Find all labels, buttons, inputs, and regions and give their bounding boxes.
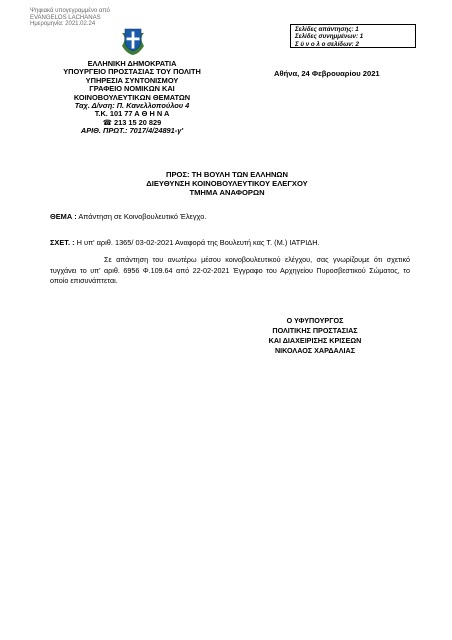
signer-office-line-1: ΠΟΛΙΤΙΚΗΣ ΠΡΟΣΤΑΣΙΑΣ: [272, 326, 358, 335]
subject-line: [50, 212, 206, 221]
signer-name: ΝΙΚΟΛΑΟΣ ΧΑΡΔΑΛΙΑΣ: [274, 346, 356, 355]
postal-address: Ταχ. Δ/νση: Π. Κανελλοπούλου 4: [74, 101, 190, 111]
protocol-number: ΑΡΙΘ. ΠΡΩΤ.: 7017/4/24891-γ': [80, 126, 184, 136]
phone-number: ☎ 213 15 20 829: [102, 117, 162, 127]
document-date: Αθήνα, 24 Φεβρουαρίου 2021: [274, 69, 380, 78]
ministry-header: [52, 60, 212, 136]
recipient-line-2: ΔΙΕΥΘΥΝΣΗ ΚΟΙΝΟΒΟΥΛΕΥΤΙΚΟΥ ΕΛΕΓΧΟΥ: [146, 179, 308, 188]
recipient-block: [92, 170, 362, 197]
pages-attached-count: Σελίδες συνημμένων: 1: [295, 33, 364, 41]
office-name-line-1: ΓΡΑΦΕΙΟ ΝΟΜΙΚΩΝ ΚΑΙ: [89, 84, 175, 94]
service-name: ΥΠΗΡΕΣΙΑ ΣΥΝΤΟΝΙΣΜΟΥ: [85, 75, 179, 85]
pages-count-box: [290, 24, 416, 48]
pages-reply-count: Σελίδες απάντησης: 1: [295, 26, 359, 33]
recipient-line-1: ΠΡΟΣ: ΤΗ ΒΟΥΛΗ ΤΩΝ ΕΛΛΗΝΩΝ: [165, 170, 288, 179]
signature-line-1: Ψηφιακά υπογεγραμμένο από: [30, 8, 110, 14]
signer-office-line-2: ΚΑΙ ΔΙΑΧΕΙΡΙΣΗΣ ΚΡΙΣΕΩΝ: [268, 336, 362, 345]
total-pages-count: Σ ύ ν ο λ ο σελίδων: 2: [295, 40, 359, 48]
signer-title: Ο ΥΦΥΠΟΥΡΓΟΣ: [286, 316, 344, 325]
postal-code: Τ.Κ. 101 77 Α Θ Η Ν Α: [94, 109, 170, 119]
digital-signature-stamp: [30, 8, 110, 28]
office-name-line-2: ΚΟΙΝΟΒΟΥΛΕΥΤΙΚΩΝ ΘΕΜΑΤΩΝ: [73, 92, 191, 102]
relation-line: [50, 238, 320, 247]
body-paragraph: Σε απάντηση του ανωτέρω μέσου κοινοβουλευτικού ελέγχου, σας γνωρίζουμε ότι σχετικό τυγχάνει το υπ' αριθ. 6956 Φ.109.64 από 22-02-2021 Έγγραφο του Αρχηγείου Πυροσβεστικού Σώματος, το οποίο επισυνάπτεται.: [50, 255, 410, 286]
subject-label: ΘΕΜΑ :: [50, 212, 77, 221]
signature-line-2: EVANGELOS LACHANAS: [30, 14, 101, 21]
republic-name: ΕΛΛΗΝΙΚΗ ΔΗΜΟΚΡΑΤΙΑ: [87, 59, 177, 68]
signature-line-3: Ημερομηνία: 2021.02.24: [30, 21, 96, 28]
subject-text: Απάντηση σε Κοινοβουλευτικό Έλεγχο.: [76, 212, 207, 221]
greek-coat-of-arms-icon: [121, 26, 145, 56]
signer-block: [250, 316, 380, 356]
relation-label: ΣΧΕΤ. :: [50, 238, 75, 247]
ministry-name: ΥΠΟΥΡΓΕΙΟ ΠΡΟΣΤΑΣΙΑΣ ΤΟΥ ΠΟΛΙΤΗ: [63, 67, 201, 77]
relation-text: Η υπ' αριθ. 1365/ 03-02-2021 Αναφορά της Βουλευτή κας Τ. (Μ.) ΙΑΤΡΙΔΗ.: [74, 238, 320, 247]
recipient-line-3: ΤΜΗΜΑ ΑΝΑΦΟΡΩΝ: [189, 188, 265, 197]
